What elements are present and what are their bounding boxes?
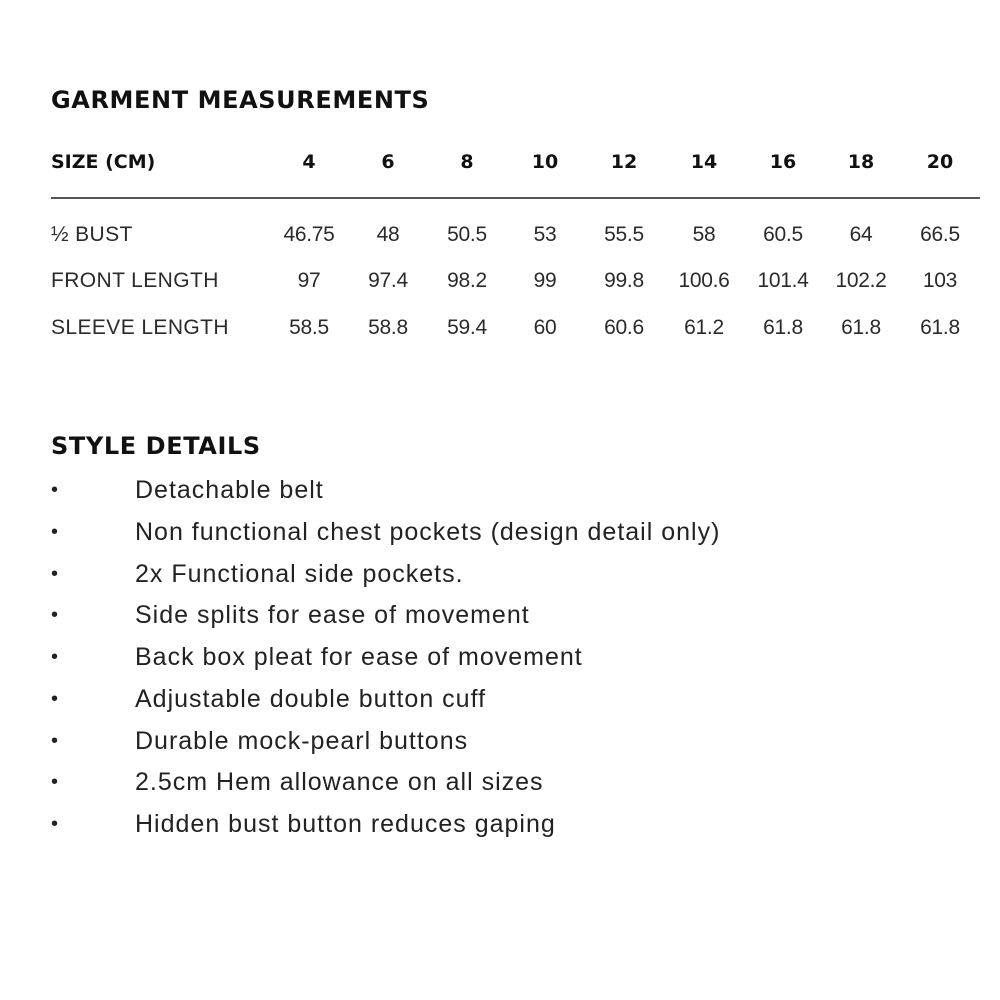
bullet-icon: •: [51, 646, 59, 668]
list-item-text: 2x Functional side pockets.: [135, 559, 464, 588]
size-header: 10: [531, 151, 559, 173]
table-cell: 58.5: [289, 316, 329, 339]
table-cell: 46.75: [283, 223, 335, 246]
table-cell: 102.2: [835, 269, 887, 292]
table-row-sleeve-length: [51, 316, 980, 340]
measurements-table: [51, 150, 980, 174]
table-cell: 59.4: [447, 316, 487, 339]
size-header: 4: [302, 151, 316, 173]
size-header: 16: [769, 151, 797, 173]
table-header-row: [51, 150, 980, 174]
size-column-header: SIZE (CM): [51, 151, 156, 173]
bullet-icon: •: [51, 813, 59, 835]
size-header: 14: [690, 151, 718, 173]
size-header: 18: [847, 151, 875, 173]
size-header: 12: [610, 151, 638, 173]
table-cell: 58: [692, 223, 716, 246]
table-cell: 64: [849, 223, 873, 246]
bullet-icon: •: [51, 479, 59, 501]
table-cell: 97.4: [368, 269, 408, 292]
table-cell: 101.4: [757, 269, 809, 292]
table-cell: 48: [376, 223, 400, 246]
list-item-text: Non functional chest pockets (design detail only): [135, 517, 721, 546]
table-row-front-length: [51, 269, 980, 293]
table-cell: 66.5: [920, 223, 960, 246]
table-cell: 60.6: [604, 316, 644, 339]
garment-measurements-title: GARMENT MEASUREMENTS: [51, 86, 430, 114]
list-item-text: Back box pleat for ease of movement: [135, 643, 583, 671]
table-row-half-bust: [51, 223, 980, 247]
bullet-icon: •: [51, 562, 59, 585]
list-item-text: Hidden bust button reduces gaping: [135, 810, 556, 838]
list-item-text: 2.5cm Hem allowance on all sizes: [135, 768, 544, 797]
list-item-text: Detachable belt: [135, 476, 324, 504]
list-item-text: Adjustable double button cuff: [135, 684, 487, 713]
table-cell: 99.8: [604, 269, 644, 292]
bullet-icon: •: [51, 729, 59, 752]
table-cell: 100.6: [678, 269, 730, 292]
table-divider: [51, 197, 980, 199]
table-cell: 61.8: [841, 316, 881, 339]
table-cell: 55.5: [604, 223, 644, 246]
table-cell: 58.8: [368, 316, 408, 339]
bullet-icon: •: [51, 771, 59, 794]
bullet-icon: •: [51, 604, 59, 627]
row-label: SLEEVE LENGTH: [51, 316, 229, 339]
row-label: FRONT LENGTH: [51, 269, 219, 292]
table-cell: 61.8: [920, 316, 960, 339]
bullet-icon: •: [51, 687, 59, 710]
table-cell: 103: [922, 269, 958, 292]
table-cell: 98.2: [447, 269, 487, 292]
style-details-title: STYLE DETAILS: [51, 432, 261, 460]
table-cell: 61.8: [763, 316, 803, 339]
list-item-text: Durable mock-pearl buttons: [135, 726, 469, 755]
row-label: ½ BUST: [51, 223, 133, 246]
size-header: 20: [926, 151, 954, 173]
list-item-text: Side splits for ease of movement: [135, 601, 530, 630]
size-header: 8: [460, 151, 474, 173]
table-cell: 97: [297, 269, 321, 292]
size-header: 6: [381, 151, 395, 173]
table-cell: 60: [533, 316, 557, 339]
table-cell: 99: [533, 269, 557, 292]
table-cell: 61.2: [684, 316, 724, 339]
bullet-icon: •: [51, 520, 59, 543]
table-cell: 50.5: [447, 223, 487, 246]
table-cell: 60.5: [763, 223, 803, 246]
table-cell: 53: [533, 223, 557, 246]
